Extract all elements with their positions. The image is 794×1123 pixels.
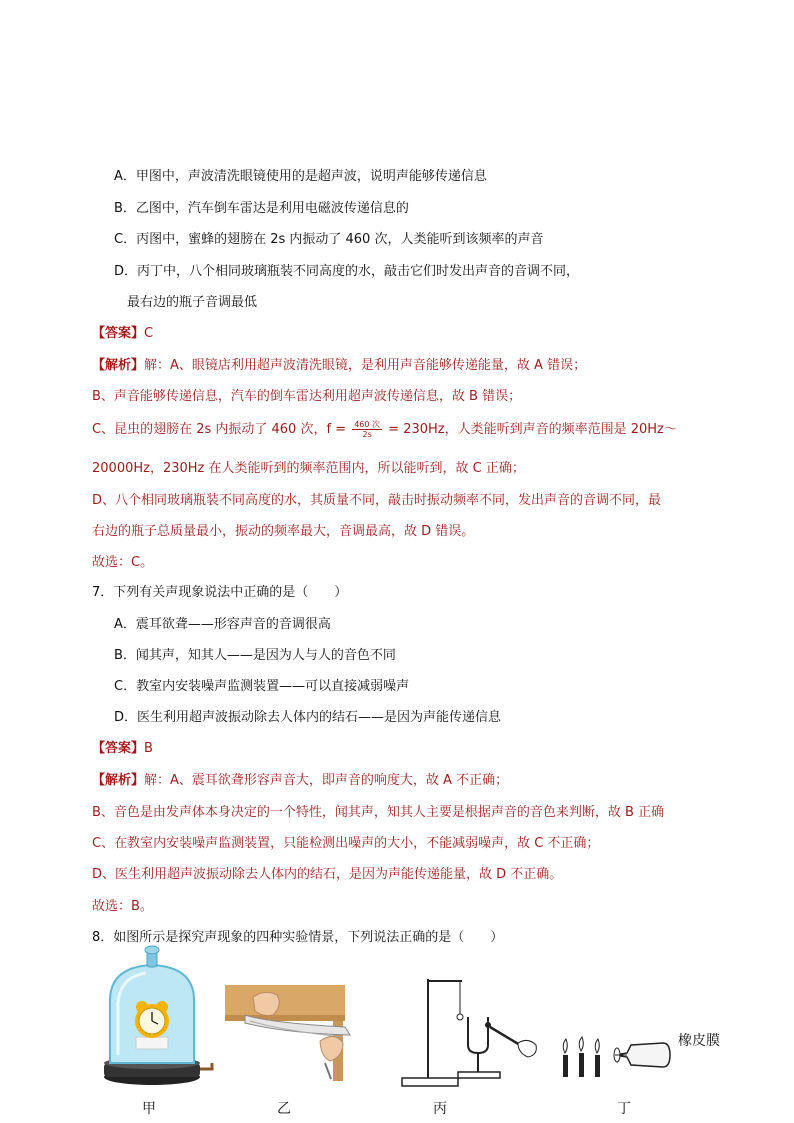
q6-answer bbox=[92, 325, 153, 343]
q7-option-c: C．教室内安装噪声监测装置——可以直接减弱噪声 bbox=[114, 679, 410, 694]
bell-jar-figure bbox=[100, 945, 215, 1090]
q7-stem: 7．下列有关声现象说法中正确的是（ ） bbox=[92, 585, 348, 600]
caption-ding: 丁 bbox=[617, 1101, 631, 1117]
q7-option-d: D．医生利用超声波振动除去人体内的结石——是因为声能传递信息 bbox=[114, 710, 502, 725]
analysis-label: 【解析】 bbox=[92, 358, 145, 373]
analysis-c-pre: C、昆虫的翅膀在 2s 内振动了 460 次，f = bbox=[92, 422, 347, 437]
ruler-table-figure bbox=[225, 985, 355, 1085]
caption-jia: 甲 bbox=[142, 1101, 156, 1117]
answer-label: 【答案】 bbox=[92, 741, 145, 756]
q6-option-c: C．丙图中，蜜蜂的翅膀在 2s 内振动了 460 次，人类能听到该频率的声音 bbox=[114, 232, 544, 247]
tuning-fork-figure bbox=[400, 975, 550, 1090]
analysis-text: 解：A、震耳欲聋形容声音大，即声音的响度大，故 A 不正确； bbox=[144, 773, 509, 788]
q6-option-a: A．甲图中，声波清洗眼镜使用的是超声波，说明声能够传递信息 bbox=[114, 169, 487, 184]
q7-choice: 故选：B。 bbox=[92, 899, 153, 914]
fraction-numerator: 460 次 bbox=[354, 420, 381, 429]
q6-analysis-d2: 右边的瓶子总质量最小，振动的频率最大，音调最高，故 D 错误。 bbox=[92, 524, 475, 539]
q6-analysis-d1: D、八个相同玻璃瓶装不同高度的水，其质量不同，敲击时振动频率不同，发出声音的音调不同，最 bbox=[92, 493, 662, 508]
candle-icon bbox=[579, 1037, 584, 1077]
caption-bing: 丙 bbox=[433, 1101, 447, 1117]
q6-analysis-a bbox=[92, 357, 586, 375]
q7-analysis-a bbox=[92, 772, 508, 790]
rubber-membrane-label: 橡皮膜 bbox=[678, 1033, 720, 1049]
q6-option-d-cont: 最右边的瓶子音调最低 bbox=[127, 295, 258, 310]
q7-option-b: B．闻其声，知其人——是因为人与人的音色不同 bbox=[114, 648, 396, 663]
analysis-c-post: = 230Hz，人类能听到声音的频率范围是 20Hz～ bbox=[388, 422, 677, 437]
q6-choice: 故选：C。 bbox=[92, 555, 154, 570]
answer-value: B bbox=[144, 741, 153, 756]
analysis-label: 【解析】 bbox=[92, 773, 145, 788]
q7-analysis-b: B、音色是由发声体本身决定的一个特性，闻其声，知其人主要是根据声音的音色来判断，故 B 正确 bbox=[92, 805, 665, 820]
analysis-text: 解：A、眼镜店利用超声波清洗眼镜，是利用声音能够传递能量，故 A 错误； bbox=[144, 358, 587, 373]
q7-answer bbox=[92, 740, 153, 758]
q6-option-d: D．丙丁中，八个相同玻璃瓶装不同高度的水，敲击它们时发出声音的音调不同， bbox=[114, 264, 580, 279]
q7-analysis-d: D、医生利用超声波振动除去人体内的结石，是因为声能传递能量，故 D 不正确。 bbox=[92, 867, 563, 882]
frequency-fraction bbox=[352, 420, 382, 439]
fraction-denominator: 2s bbox=[362, 430, 372, 439]
q6-analysis-c bbox=[92, 420, 677, 439]
caption-yi: 乙 bbox=[277, 1101, 291, 1117]
candle-icon bbox=[595, 1039, 600, 1077]
q8-stem: 8．如图所示是探究声现象的四种实验情景，下列说法正确的是（ ） bbox=[92, 930, 504, 945]
candle-icon bbox=[563, 1039, 568, 1077]
q6-analysis-b: B、声音能够传递信息，汽车的倒车雷达利用超声波传递信息，故 B 错误； bbox=[92, 389, 522, 404]
answer-value: C bbox=[144, 326, 154, 341]
q6-option-b: B．乙图中，汽车倒车雷达是利用电磁波传递信息的 bbox=[114, 201, 409, 216]
q6-analysis-c2: 20000Hz，230Hz 在人类能听到的频率范围内，所以能听到，故 C 正确； bbox=[92, 461, 525, 476]
q7-analysis-c: C、在教室内安装噪声监测装置，只能检测出噪声的大小，不能减弱噪声，故 C 不正确； bbox=[92, 836, 600, 851]
answer-label: 【答案】 bbox=[92, 326, 145, 341]
q7-option-a: A．震耳欲聋——形容声音的音调很高 bbox=[114, 617, 331, 632]
